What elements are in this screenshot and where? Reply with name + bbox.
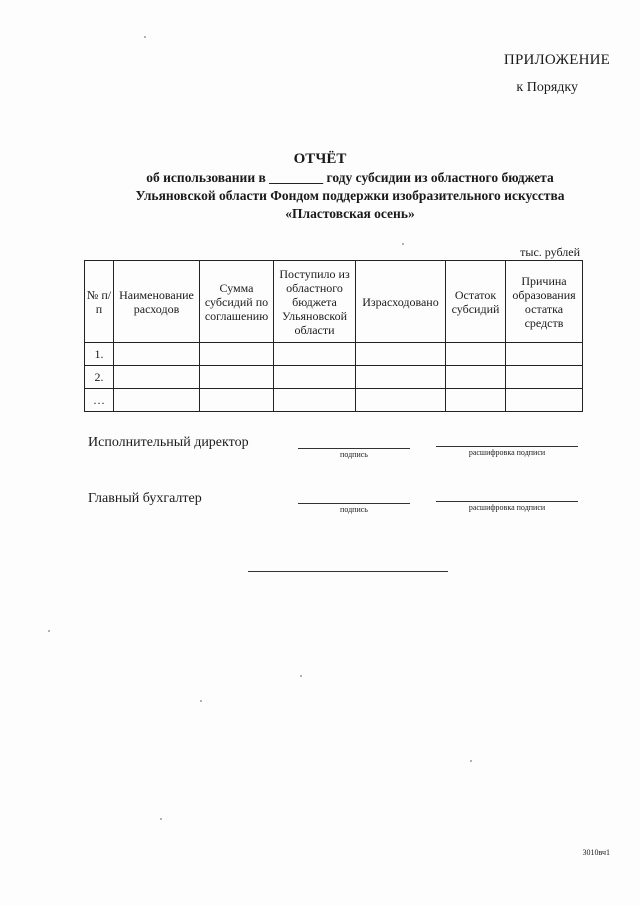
table-header-row — [85, 261, 583, 343]
table-cell — [446, 389, 506, 412]
director-decoding-line — [436, 446, 578, 447]
table-row — [85, 389, 583, 412]
row-number: … — [85, 389, 114, 412]
accountant-signature-caption: подпись — [340, 505, 368, 514]
document-code: 3010вч1 — [582, 848, 610, 857]
table-cell — [356, 366, 446, 389]
director-label: Исполнительный директор — [88, 435, 249, 450]
appendix-title: ПРИЛОЖЕНИЕ — [503, 52, 610, 68]
scan-speck — [300, 675, 302, 677]
accountant-decoding-caption: расшифровка подписи — [468, 503, 546, 512]
director-signature-line — [298, 448, 410, 449]
table-cell — [200, 389, 274, 412]
column-header: Сумма субсидий по соглашению — [200, 261, 274, 343]
report-subtitle-line-3: «Пластовская осень» — [285, 206, 415, 221]
scan-speck — [48, 630, 50, 632]
table-cell — [114, 389, 200, 412]
accountant-signature-line — [298, 503, 410, 504]
column-header: Наименование расходов — [114, 261, 200, 343]
column-header: Поступило из областного бюджета Ульяновской области — [274, 261, 356, 343]
row-number: 2. — [85, 366, 114, 389]
table-cell — [506, 366, 583, 389]
report-heading: ОТЧЁТ — [293, 151, 347, 167]
accountant-decoding-line — [436, 501, 578, 502]
table-cell — [446, 366, 506, 389]
table-cell — [446, 343, 506, 366]
row-number: 1. — [85, 343, 114, 366]
table-cell — [356, 343, 446, 366]
column-header: Израсходовано — [356, 261, 446, 343]
date-line — [248, 571, 448, 572]
column-header: Причина образования остатка средств — [506, 261, 583, 343]
column-header: № п/п — [85, 261, 114, 343]
appendix-subtitle: к Порядку — [516, 80, 578, 95]
table-row — [85, 343, 583, 366]
director-signature-caption: подпись — [340, 450, 368, 459]
scan-speck — [470, 760, 472, 762]
units-label: тыс. рублей — [520, 245, 580, 259]
director-decoding-caption: расшифровка подписи — [468, 448, 546, 457]
scan-speck — [200, 700, 202, 702]
table-cell — [356, 389, 446, 412]
report-subtitle-line-1: об использовании в ________ году субсидии из областного бюджета — [146, 170, 554, 185]
table-cell — [114, 366, 200, 389]
table-cell — [274, 389, 356, 412]
scan-speck — [160, 818, 162, 820]
scan-speck — [144, 36, 146, 38]
report-table — [84, 260, 583, 412]
table-cell — [200, 343, 274, 366]
table-cell — [200, 366, 274, 389]
table-cell — [506, 343, 583, 366]
table-cell — [114, 343, 200, 366]
table-cell — [506, 389, 583, 412]
report-subtitle-line-2: Ульяновской области Фондом поддержки изобразительного искусства — [135, 188, 565, 203]
table-cell — [274, 343, 356, 366]
scan-speck — [402, 243, 404, 245]
column-header: Остаток субсидий — [446, 261, 506, 343]
table-row — [85, 366, 583, 389]
accountant-label: Главный бухгалтер — [88, 491, 202, 506]
table-cell — [274, 366, 356, 389]
